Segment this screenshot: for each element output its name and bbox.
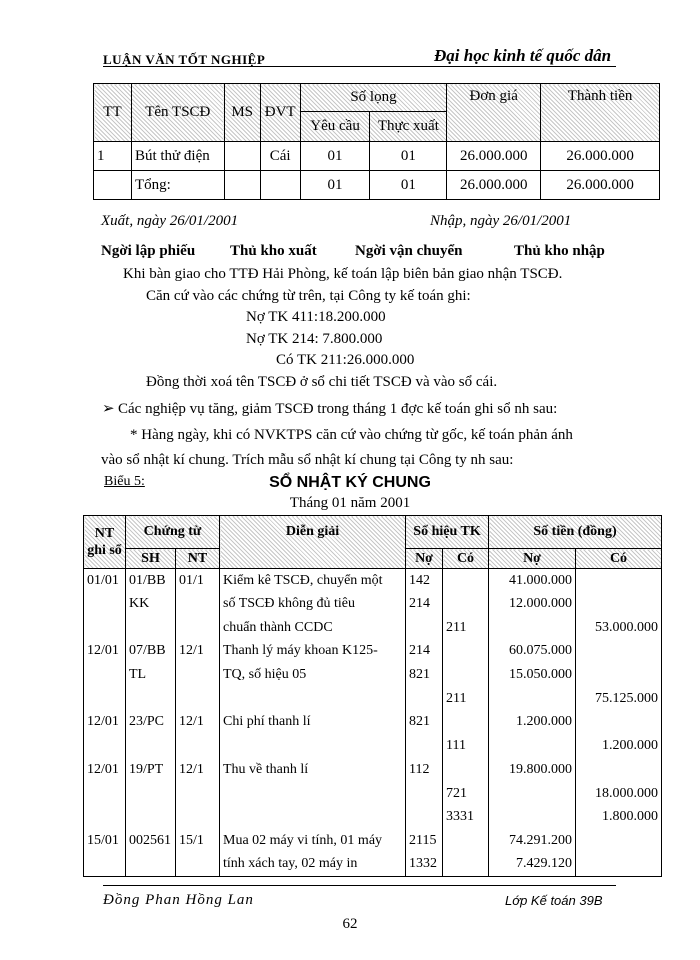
cell-ct-nt: 12/1 bbox=[176, 758, 220, 782]
cell-tk-co: 111 bbox=[443, 734, 489, 758]
page-number: 62 bbox=[342, 916, 358, 932]
th-dvt: ĐVT bbox=[260, 84, 300, 142]
cell-ct-nt bbox=[176, 592, 220, 616]
cell-nt bbox=[84, 734, 126, 758]
signer-transport: Ngời vận chuyển bbox=[355, 243, 463, 259]
cell-nt: 15/01 bbox=[84, 829, 126, 853]
cell-desc: tính xách tay, 02 máy in bbox=[220, 853, 406, 877]
cell-desc: Chi phí thanh lí bbox=[220, 711, 406, 735]
cell-desc: chuẩn thành CCDC bbox=[220, 616, 406, 640]
cell-sh bbox=[126, 734, 176, 758]
cell-desc: TQ, số hiệu 05 bbox=[220, 663, 406, 687]
cell-desc: Kiểm kê TSCĐ, chuyển một bbox=[220, 569, 406, 593]
cell-money-no: 15.050.000 bbox=[489, 663, 576, 687]
cell-ct-nt bbox=[176, 663, 220, 687]
cell-ms bbox=[224, 171, 260, 200]
cell-desc: số TSCĐ không đủ tiêu bbox=[220, 592, 406, 616]
signer-store-in: Thủ kho nhập bbox=[514, 243, 605, 259]
table-row bbox=[84, 711, 662, 735]
cell-sh bbox=[126, 853, 176, 877]
cell-ct-nt: 12/1 bbox=[176, 711, 220, 735]
cell-nt bbox=[84, 663, 126, 687]
cell-nt: 12/01 bbox=[84, 758, 126, 782]
cell-tk-no: 112 bbox=[406, 758, 443, 782]
cell-money-co bbox=[576, 711, 662, 735]
cell-money-co: 1.200.000 bbox=[576, 734, 662, 758]
cell-desc bbox=[220, 805, 406, 829]
cell-tk-no bbox=[406, 687, 443, 711]
cell-sh: 002561 bbox=[126, 829, 176, 853]
th-money-co: Có bbox=[576, 549, 662, 569]
cell-tk-co bbox=[443, 853, 489, 877]
cell-nt bbox=[84, 805, 126, 829]
para-basis: Căn cứ vào các chứng từ trên, tại Công ty kế toán ghi: bbox=[146, 288, 471, 304]
footer-author: Đồng Phan Hồng Lan bbox=[103, 892, 254, 908]
entry-debit-214: Nợ TK 214: 7.800.000 bbox=[246, 331, 383, 347]
table-row bbox=[84, 687, 662, 711]
table-row bbox=[84, 805, 662, 829]
cell-desc bbox=[220, 734, 406, 758]
cell-tk-co: 721 bbox=[443, 782, 489, 806]
cell-money-co bbox=[576, 853, 662, 877]
th-name: Tên TSCĐ bbox=[131, 84, 224, 142]
cell-money-co bbox=[576, 758, 662, 782]
cell-tk-no: 821 bbox=[406, 711, 443, 735]
cell-tk-co: 211 bbox=[443, 616, 489, 640]
header-left: LUẬN VĂN TỐT NGHIỆP bbox=[103, 52, 266, 67]
cell-money-no bbox=[489, 782, 576, 806]
cell-req: 01 bbox=[300, 171, 370, 200]
th-tk-no: Nợ bbox=[406, 549, 443, 569]
table-row bbox=[84, 758, 662, 782]
cell-tk-no: 214 bbox=[406, 592, 443, 616]
table-row bbox=[84, 616, 662, 640]
cell-sh: 01/BB bbox=[126, 569, 176, 593]
cell-money-co: 18.000.000 bbox=[576, 782, 662, 806]
cell-money-co bbox=[576, 592, 662, 616]
table-row bbox=[84, 663, 662, 687]
cell-nt: 12/01 bbox=[84, 711, 126, 735]
cell-tt: 1 bbox=[94, 142, 132, 171]
cell-desc: Thu về thanh lí bbox=[220, 758, 406, 782]
date-in: Nhập, ngày 26/01/2001 bbox=[430, 213, 572, 229]
cell-tk-no bbox=[406, 782, 443, 806]
cell-money-no bbox=[489, 687, 576, 711]
th-amount: Thành tiền bbox=[541, 84, 660, 142]
cell-sh: TL bbox=[126, 663, 176, 687]
th-so-tien: Số tiền (đồng) bbox=[489, 516, 662, 549]
th-tk-co: Có bbox=[443, 549, 489, 569]
table-row bbox=[84, 829, 662, 853]
cell-nt bbox=[84, 592, 126, 616]
cell-price: 26.000.000 bbox=[447, 171, 541, 200]
cell-sh: KK bbox=[126, 592, 176, 616]
cell-sh: 19/PT bbox=[126, 758, 176, 782]
cell-tt bbox=[94, 171, 132, 200]
cell-req: 01 bbox=[300, 142, 370, 171]
cell-money-co: 53.000.000 bbox=[576, 616, 662, 640]
header-rule bbox=[103, 66, 616, 67]
cell-money-co bbox=[576, 829, 662, 853]
th-qty-out: Thực xuất bbox=[370, 112, 447, 142]
table-row bbox=[84, 592, 662, 616]
cell-tk-co bbox=[443, 758, 489, 782]
footer-rule bbox=[103, 885, 616, 886]
cell-money-no: 19.800.000 bbox=[489, 758, 576, 782]
cell-tk-no: 2115 bbox=[406, 829, 443, 853]
cell-sh bbox=[126, 687, 176, 711]
th-unit-price: Đơn giá bbox=[447, 84, 541, 142]
cell-money-co: 1.800.000 bbox=[576, 805, 662, 829]
cell-ct-nt bbox=[176, 853, 220, 877]
cell-tk-no bbox=[406, 805, 443, 829]
journal-subtitle: Tháng 01 năm 2001 bbox=[289, 495, 411, 511]
cell-desc bbox=[220, 687, 406, 711]
th-tt: TT bbox=[94, 84, 132, 142]
cell-sh: 23/PC bbox=[126, 711, 176, 735]
cell-tk-co: 211 bbox=[443, 687, 489, 711]
th-sh: SH bbox=[126, 549, 176, 569]
table-row bbox=[84, 640, 662, 664]
cell-dvt bbox=[260, 171, 300, 200]
cell-ct-nt: 01/1 bbox=[176, 569, 220, 593]
cell-tk-no bbox=[406, 616, 443, 640]
journal-title: SỔ NHẬT KÝ CHUNG bbox=[269, 474, 431, 491]
cell-money-no: 7.429.120 bbox=[489, 853, 576, 877]
th-dien-giai: Diễn giải bbox=[220, 516, 406, 569]
th-qty-req: Yêu cầu bbox=[300, 112, 370, 142]
para-handover: Khi bàn giao cho TTĐ Hải Phòng, kế toán lập biên bản giao nhận TSCĐ. bbox=[123, 266, 563, 282]
para-remove: Đồng thời xoá tên TSCĐ ở sổ chi tiết TSCĐ và vào sổ cái. bbox=[146, 374, 498, 390]
cell-nt bbox=[84, 687, 126, 711]
cell-nt bbox=[84, 616, 126, 640]
entry-debit-411: Nợ TK 411:18.200.000 bbox=[246, 309, 386, 325]
table-row bbox=[94, 171, 660, 200]
cell-sh: 07/BB bbox=[126, 640, 176, 664]
table-row bbox=[94, 142, 660, 171]
th-qty: Số lọng bbox=[300, 84, 447, 112]
th-ms: MS bbox=[224, 84, 260, 142]
cell-money-no: 60.075.000 bbox=[489, 640, 576, 664]
cell-sh bbox=[126, 616, 176, 640]
cell-tk-co bbox=[443, 663, 489, 687]
cell-tk-no: 214 bbox=[406, 640, 443, 664]
signer-prepared: Ngời lập phiếu bbox=[101, 243, 196, 259]
date-out: Xuất, ngày 26/01/2001 bbox=[101, 213, 239, 229]
cell-price: 26.000.000 bbox=[447, 142, 541, 171]
signer-store-out: Thủ kho xuất bbox=[230, 243, 317, 259]
cell-money-no bbox=[489, 734, 576, 758]
cell-tk-co: 3331 bbox=[443, 805, 489, 829]
cell-ct-nt: 12/1 bbox=[176, 640, 220, 664]
cell-desc bbox=[220, 782, 406, 806]
cell-ct-nt bbox=[176, 782, 220, 806]
cell-desc: Thanh lý máy khoan K125- bbox=[220, 640, 406, 664]
cell-tk-co bbox=[443, 711, 489, 735]
cell-amount: 26.000.000 bbox=[541, 142, 660, 171]
cell-ct-nt bbox=[176, 687, 220, 711]
cell-nt: 12/01 bbox=[84, 640, 126, 664]
cell-ct-nt: 15/1 bbox=[176, 829, 220, 853]
cell-money-co bbox=[576, 663, 662, 687]
th-so-hieu-tk: Số hiệu TK bbox=[406, 516, 489, 549]
cell-money-no: 74.291.200 bbox=[489, 829, 576, 853]
cell-amount: 26.000.000 bbox=[541, 171, 660, 200]
cell-tk-no: 821 bbox=[406, 663, 443, 687]
th-nt-ghi-so: NT ghi sổ bbox=[84, 516, 126, 569]
footer-class: Lớp Kế toán 39B bbox=[505, 893, 603, 908]
header-right: Đại học kinh tế quốc dân bbox=[434, 46, 612, 65]
cell-money-co bbox=[576, 640, 662, 664]
bieu-label: Biểu 5: bbox=[104, 474, 145, 489]
para-daily-2: vào sổ nhật kí chung. Trích mẫu sổ nhật kí chung tại Công ty nh sau: bbox=[101, 452, 514, 468]
cell-money-no bbox=[489, 616, 576, 640]
cell-out: 01 bbox=[370, 142, 447, 171]
cell-nt: 01/01 bbox=[84, 569, 126, 593]
journal-table bbox=[83, 515, 662, 877]
cell-money-no bbox=[489, 805, 576, 829]
cell-tk-co bbox=[443, 640, 489, 664]
entry-credit-211: Có TK 211:26.000.000 bbox=[276, 352, 415, 368]
cell-money-no: 12.000.000 bbox=[489, 592, 576, 616]
cell-ct-nt bbox=[176, 734, 220, 758]
cell-nt bbox=[84, 782, 126, 806]
cell-ct-nt bbox=[176, 616, 220, 640]
cell-tk-no: 1332 bbox=[406, 853, 443, 877]
cell-tk-no: 142 bbox=[406, 569, 443, 593]
cell-name: Bút thử điện bbox=[131, 142, 224, 171]
cell-money-co bbox=[576, 569, 662, 593]
cell-money-no: 1.200.000 bbox=[489, 711, 576, 735]
cell-tk-co bbox=[443, 829, 489, 853]
table-row bbox=[84, 853, 662, 877]
cell-out: 01 bbox=[370, 171, 447, 200]
cell-nt bbox=[84, 853, 126, 877]
para-daily-1: * Hàng ngày, khi có NVKTPS căn cứ vào chứng từ gốc, kế toán phản ánh bbox=[130, 427, 573, 443]
para-bullet: Các nghiệp vụ tăng, giảm TSCĐ trong tháng 1 đợc kế toán ghi sổ nh sau: bbox=[118, 401, 558, 417]
table-row bbox=[84, 734, 662, 758]
th-money-no: Nợ bbox=[489, 549, 576, 569]
cell-ms bbox=[224, 142, 260, 171]
asset-table bbox=[93, 83, 660, 200]
table-row bbox=[84, 569, 662, 593]
cell-tk-co bbox=[443, 592, 489, 616]
arrow-bullet-icon: ➢ bbox=[102, 401, 115, 417]
table-row bbox=[84, 782, 662, 806]
cell-sh bbox=[126, 805, 176, 829]
cell-sh bbox=[126, 782, 176, 806]
th-nt: NT bbox=[176, 549, 220, 569]
cell-money-co: 75.125.000 bbox=[576, 687, 662, 711]
cell-money-no: 41.000.000 bbox=[489, 569, 576, 593]
cell-dvt: Cái bbox=[260, 142, 300, 171]
th-chung-tu: Chứng từ bbox=[126, 516, 220, 549]
cell-tk-co bbox=[443, 569, 489, 593]
cell-name: Tổng: bbox=[131, 171, 224, 200]
cell-desc: Mua 02 máy vi tính, 01 máy bbox=[220, 829, 406, 853]
cell-ct-nt bbox=[176, 805, 220, 829]
cell-tk-no bbox=[406, 734, 443, 758]
